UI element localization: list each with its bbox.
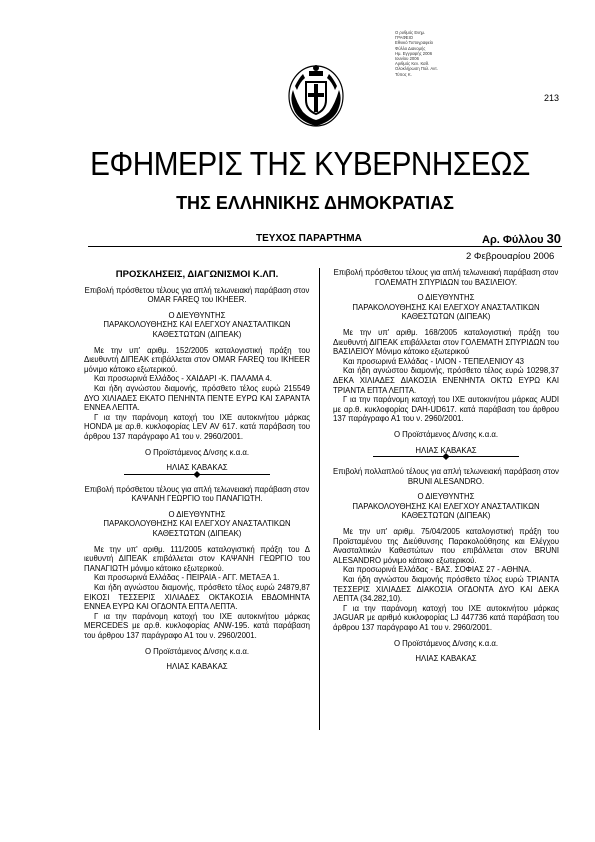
notice-paragraph: Και προσωρινά Ελλάδας - ΙΛΙΟΝ - ΤΕΠΕΛΕΝΙΟΥ 43 [343,356,524,366]
notice-paragraph: Γ ια την παράνομη κατοχή του ΙΧΕ αυτοκινήτου μάρκας JAGUAR με αριθμό κυκλοφορίας LJ 447736 κατά παράβαση του άρθρου 137 παράγραφο Α1 του ν. 2960/2001. [333,603,559,632]
authority-title: Ο ΔΙΕΥΘΥΝΤΗΣ [417,293,475,303]
authority-name: ΠΑΡΑΚΟΛΟΥΘΗΣΗΣ ΚΑΙ ΕΛΕΓΧΟΥ ΑΝΑΣΤΑΛΤΙΚΩΝ ΚΑΘΕΣΤΩΤΩΝ (ΔΙΠΕΑΚ) [103,519,291,539]
notice-paragraph: Με την υπ' αριθμ. 168/2005 καταλογιστική πράξη του Διευθυντή ΔΙΠΕΑΚ επιβάλλεται στον ΓΟΛΕΜΑΤΗ ΣΠΥΡΙΔΩΝ του ΒΑΣΙΛΕΙΟΥ Μόνιμο κάτοικο εξωτερικού [333,327,559,357]
right-column [333,268,559,664]
issue-label: ΤΕΥΧΟΣ ΠΑΡΑΡΤΗΜΑ [256,233,362,244]
notice-intro: Επιβολή πρόσθετου τέλους για απλή τελωνειακή παράβαση στον ΚΑΨΑΝΗ ΓΕΩΡΓΙΟ του ΠΑΝΑΓΙΩΤΗ. [84,484,310,504]
sheet-label: Αρ. Φύλλου [482,234,544,246]
notice-separator [124,474,270,481]
notice-paragraph: Και ήδη αγνώστου διαμονής, πρόσθετο τέλος ευρώ 215549 ΔΥΟ ΧΙΛΙΑΔΕΣ ΕΚΑΤΟ ΠΕΝΗΝΤΑ ΠΕΝΤΕ ΕΥΡΩ ΚΑΙ ΣΑΡΑΝΤΑ ΕΝΝΕΑ ΛΕΠΤΑ. [84,383,310,413]
notice-paragraph: Με την υπ' αριθμ. 152/2005 καταλογιστική πράξη του Διευθυντή ΔΙΠΕΑΚ επιβάλλεται στον OMAR FAREQ του IKHEER μόνιμο κάτοικο εξωτερικού. [84,345,310,374]
notice-paragraph: Με την υπ' αριθμ. 75/04/2005 καταλογιστική πράξη του Προϊσταμένου της Διεύθυνσης Παρακολούθησης και Ελέγχου Ανασταλτικών Καθεστώτων που επιβάλλεται στον BRUNI ALESANDRO μόνιμο κάτοικο εξωτερικού. [333,527,559,565]
stamp-line: ΓΡΑΦΕΙΟ [395,35,414,41]
stamp-line: Ημ. Εγγραφής 2006 [395,50,433,56]
notice-paragraph: Και ήδη αγνώστου διαμονής, πρόσθετο τέλος ευρώ 10298,37 ΔΕΚΑ ΧΙΛΙΑΔΕΣ ΔΙΑΚΟΣΙΑ ΕΝΕΝΗΝΤΑ ΟΚΤΩ ΕΥΡΩ ΚΑΙ ΤΡΙΑΝΤΑ ΕΠΤΑ ΛΕΠΤΑ. [333,366,559,395]
notice-paragraph: Γ ια την παράνομη κατοχή του ΙΧΕ αυτοκινήτου μάρκας AUDI με αρ.θ. κυκλοφορίας DAH-UD617. κατά παράβαση του άρθρου 137 παράγραφο Α1 του ν. 2960/2001. [333,395,559,424]
stamp-line: Ιουνίου 2006 [395,56,419,62]
authority-name: ΠΑΡΑΚΟΛΟΥΘΗΣΗΣ ΚΑΙ ΕΛΕΓΧΟΥ ΑΝΑΣΤΑΛΤΙΚΩΝ ΚΑΘΕΣΤΩΤΩΝ (ΔΙΠΕΑΚ) [352,501,540,521]
notice-paragraph: Και προσωρινά Ελλάδας - ΠΕΙΡΑΙΑ - ΑΓΓ. ΜΕΤΑΞΑ 1. [94,573,280,583]
stamp-line: Ο ρυθμός Ενημ. [395,30,426,35]
notice-paragraph: Γ ια την παράνομη κατοχή του ΙΧΕ αυτοκινήτου μάρκας MERCEDES με αρ.θ. κυκλοφορίας ANW-195. κατά παράβαση του άρθρου 137 παράγραφο Α1 του ν. 2960/2001. [84,611,310,640]
notice-separator [373,456,519,463]
signatory-name: ΗΛΙΑΣ ΚΑΒΑΚΑΣ [415,445,477,455]
issue-date: 2 Φεβρουαρίου 2006 [466,251,555,262]
greek-coat-of-arms-icon [287,60,345,130]
signatory-name: ΗΛΙΑΣ ΚΑΒΑΚΑΣ [166,463,228,473]
signatory-name: ΗΛΙΑΣ ΚΑΒΑΚΑΣ [166,662,228,672]
stamp-line: Τύπος Κ. [395,71,412,77]
authority-title: Ο ΔΙΕΥΘΥΝΤΗΣ [168,509,226,519]
notice-paragraph: Γ ια την παράνομη κατοχή του ΙΧΕ αυτοκινήτου μάρκας HONDA με αρ.θ. κυκλοφορίας LEV AV 617. κατά παράβαση του άρθρου 137 παράγραφο Α1 του ν. 2960/2001. [84,412,310,441]
signatory-role: Ο Προϊστάμενος Δ/νσης κ.α.α. [393,429,499,439]
gazette-title: ΕΦΗΜΕΡΙΣ ΤΗΣ ΚΥΒΕΡΝΗΣΕΩΣ [90,145,530,182]
header-divider [88,246,562,247]
distribution-stamp [395,30,490,77]
notice-intro: Επιβολή πρόσθετου τέλους για απλή τελωνειακή παράβαση στον OMAR FAREQ του IKHEER. [84,285,310,305]
page-number: 213 [544,93,560,103]
notice-paragraph: Και προσωρινά Ελλάδας - ΒΑΣ. ΣΟΦΙΑΣ 27 - ΑΘΗΝΑ. [343,565,532,575]
column-divider [319,268,320,730]
signatory-role: Ο Προϊστάμενος Δ/νσης κ.α.α. [393,638,499,648]
authority-title: Ο ΔΙΕΥΘΥΝΤΗΣ [168,310,226,320]
sheet-number [482,231,561,246]
stamp-line: Φύλλο Διανομής [395,45,426,51]
gazette-subtitle: ΤΗΣ ΕΛΛΗΝΙΚΗΣ ΔΗΜΟΚΡΑΤΙΑΣ [176,193,454,213]
notice-paragraph: Και προσωρινά Ελλάδος - ΧΑΙΔΑΡΙ -Κ. ΠΑΛΑΜΑ 4. [94,374,272,384]
stamp-line: Εθνικό Τυπογραφείο [395,40,433,46]
left-column [84,268,310,672]
signatory-role: Ο Προϊστάμενος Δ/νσης κ.α.α. [144,646,250,656]
signatory-name: ΗΛΙΑΣ ΚΑΒΑΚΑΣ [415,654,477,664]
notice-paragraph: Με την υπ' αριθμ. 111/2005 καταλογιστική πράξη του Δ ιευθυντή ΔΙΠΕΑΚ επιβάλλεται στον ΚΑΨΑΝΗ ΓΕΩΡΓΙΟ του ΠΑΝΑΓΙΩΤΗ μόνιμο κάτοικο εξωτερικού. [84,544,310,573]
authority-title: Ο ΔΙΕΥΘΥΝΤΗΣ [417,492,475,502]
notice-intro: Επιβολή πρόσθετου τέλους για απλή τελωνειακή παράβαση στον ΓΟΛΕΜΑΤΗ ΣΠΥΡΙΔΩΝ του ΒΑΣΙΛΕΙΟΥ. [333,268,559,287]
section-heading: ΠΡΟΣΚΛΗΣΕΙΣ, ΔΙΑΓΩΝΙΣΜΟΙ Κ.ΛΠ. [115,269,279,280]
stamp-line: Ολοκλήρωση Πολ. Αντ. [395,66,438,72]
notice-intro: Επιβολή πολλαπλού τέλους για απλή τελωνειακή παράβαση στον BRUNI ALESANDRO. [333,467,559,486]
notice-paragraph: Και ήδη αγνώστου διαμονής πρόσθετο τέλος ευρώ ΤΡΙΑΝΤΑ ΤΕΣΣΕΡΙΣ ΧΙΛΙΑΔΕΣ ΔΙΑΚΟΣΙΑ ΟΓΔΟΝΤΑ ΔΥΟ ΚΑΙ ΔΕΚΑ ΛΕΠΤΑ (34.282,10). [333,575,559,604]
notice-paragraph: Και ήδη αγνώστου διαμονής, πρόσθετο τέλος ευρώ 24879,87 ΕΙΚΟΣΙ ΤΕΣΣΕΡΙΣ ΧΙΛΙΑΔΕΣ ΟΚΤΑΚΟΣΙΑ ΕΒΔΟΜΗΝΤΑ ΕΝΝΕΑ ΕΥΡΩ ΚΑΙ ΟΓΔΟΝΤΑ ΕΠΤΑ ΛΕΠΤΑ. [84,583,310,612]
stamp-line: Αριθμός Κεν. Καθ. [395,61,430,67]
authority-name: ΠΑΡΑΚΟΛΟΥΘΗΣΗΣ ΚΑΙ ΕΛΕΓΧΟΥ ΑΝΑΣΤΑΛΤΙΚΩΝ ΚΑΘΕΣΤΩΤΩΝ (ΔΙΠΕΑΚ) [103,320,291,339]
sheet-number-value: 30 [546,231,562,246]
authority-name: ΠΑΡΑΚΟΛΟΥΘΗΣΗΣ ΚΑΙ ΕΛΕΓΧΟΥ ΑΝΑΣΤΑΛΤΙΚΩΝ ΚΑΘΕΣΤΩΤΩΝ (ΔΙΠΕΑΚ) [352,302,540,322]
signatory-role: Ο Προϊστάμενος Δ/νσης κ.α.α. [144,447,250,457]
